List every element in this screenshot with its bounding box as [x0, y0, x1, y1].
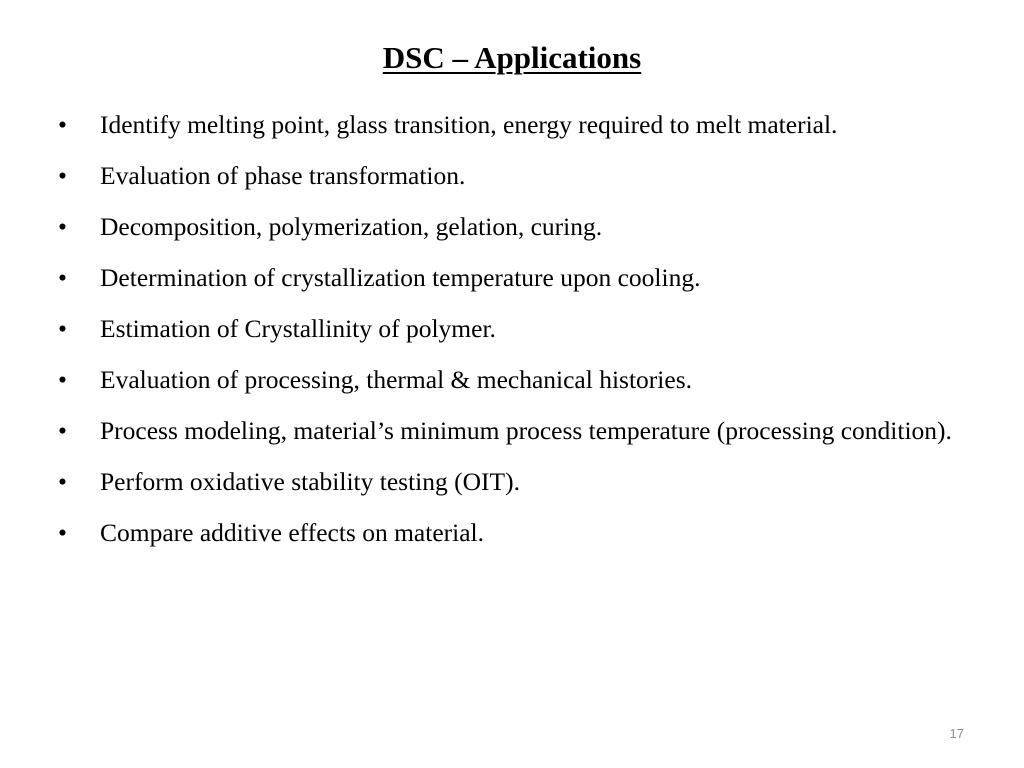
bullet-icon: •	[58, 110, 67, 139]
bullet-text: Compare additive effects on material.	[100, 518, 485, 547]
bullet-icon: •	[58, 365, 67, 394]
bullet-icon: •	[58, 263, 67, 292]
bullet-text: Evaluation of processing, thermal & mechanical histories.	[100, 365, 692, 394]
bullet-text: Evaluation of phase transformation.	[100, 161, 466, 190]
bullet-item	[58, 210, 958, 243]
bullet-item	[58, 414, 958, 447]
bullet-list	[58, 108, 958, 567]
bullet-icon: •	[58, 212, 67, 241]
bullet-text: Perform oxidative stability testing (OIT).	[100, 467, 520, 496]
bullet-item	[58, 108, 958, 141]
slide-title-text: DSC – Applications	[382, 40, 642, 75]
bullet-icon: •	[58, 518, 67, 547]
bullet-text: Identify melting point, glass transition, energy required to melt material.	[100, 110, 838, 139]
bullet-item	[58, 465, 958, 498]
bullet-text: Determination of crystallization temperature upon cooling.	[100, 263, 701, 292]
bullet-text: Estimation of Crystallinity of polymer.	[100, 314, 496, 343]
bullet-icon: •	[58, 314, 67, 343]
bullet-item	[58, 516, 958, 549]
bullet-item	[58, 159, 958, 192]
bullet-text: Decomposition, polymerization, gelation, curing.	[100, 212, 603, 241]
bullet-text: Process modeling, material’s minimum process temperature (processing condition).	[100, 416, 952, 445]
bullet-icon: •	[58, 467, 67, 496]
page-number: 17	[949, 726, 964, 741]
bullet-icon: •	[58, 161, 67, 190]
slide-title	[0, 38, 1024, 78]
bullet-item	[58, 363, 958, 396]
bullet-item	[58, 261, 958, 294]
bullet-icon: •	[58, 416, 67, 445]
bullet-item	[58, 312, 958, 345]
